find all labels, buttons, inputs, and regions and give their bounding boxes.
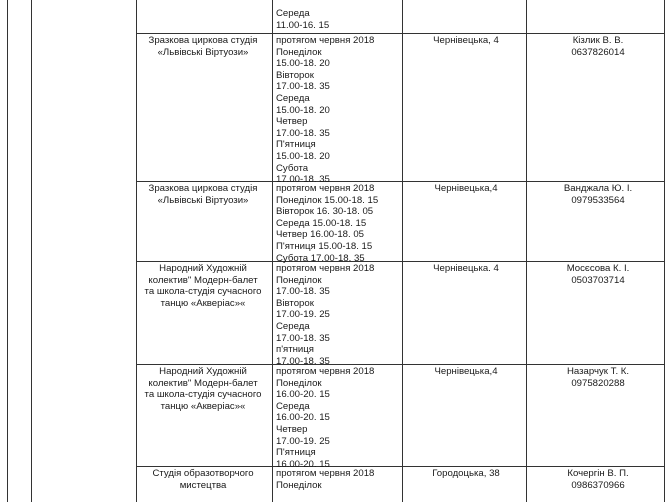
schedule-cell: Середа 11.00-16. 15 [276, 8, 330, 31]
schedule-cell: протягом червня 2018 Понеділок 15.00-18. 15 Вівторок 16. 30-18. 05 Середа 15.00-18. 15 Четвер 16.00-18. 05 П'ятниця 15.00-18. 15 Субота 17.00-18. 35 [276, 183, 379, 264]
contact-cell: Кочергін В. П. 0986370966 [567, 468, 629, 491]
column-divider [526, 0, 527, 502]
contact-cell: Назарчук Т. К. 0975820288 [566, 366, 630, 389]
contact-cell: Мосєсова К. І. 0503703714 [566, 263, 630, 286]
schedule-cell: протягом червня 2018 Понеділок 17.00-18. 35 Вівторок 17.00-19. 25 Середа 17.00-18. 35 п'ятниця 17.00-18. 35 [276, 263, 375, 367]
address-cell: Чернівецька,4 [434, 366, 498, 377]
column-divider [664, 0, 665, 502]
address-cell: Чернівецька. 4 [433, 263, 499, 274]
column-divider [31, 0, 32, 502]
studio-name-cell: Зразкова циркова студія «Львівські Віртуози» [148, 183, 258, 206]
contact-cell: Кізлик В. В. 0637826014 [571, 35, 625, 58]
contact-cell: Ванджала Ю. І. 0979533564 [563, 183, 633, 206]
address-cell: Городоцька, 38 [432, 468, 500, 479]
schedule-cell: протягом червня 2018 Понеділок 15.00-18. 20 Вівторок 17.00-18. 35 Середа 15.00-18. 20 Четвер 17.00-18. 35 П'ятниця 15.00-18. 20 Субота 17.00-18. 35 [276, 35, 375, 186]
address-cell: Чернівецька, 4 [433, 35, 499, 46]
schedule-cell: протягом червня 2018 Понеділок [276, 468, 375, 491]
row-divider [136, 33, 665, 34]
column-divider [272, 0, 273, 502]
column-divider [136, 0, 137, 502]
studio-name-cell: Народний Художній колектив" Модерн-балет та школа-студія сучасного танцю «Акверіас»« [144, 263, 262, 309]
address-cell: Чернівецька,4 [434, 183, 498, 194]
studio-name-cell: Студія образотворчого мистецтва [152, 468, 254, 491]
schedule-cell: протягом червня 2018 Понеділок 16.00-20. 15 Середа 16.00-20. 15 Четвер 17.00-19. 25 П'ятниця 16.00-20. 15 [276, 366, 375, 470]
column-divider [7, 0, 8, 502]
studio-name-cell: Зразкова циркова студія «Львівські Віртуози» [148, 35, 258, 58]
studio-name-cell: Народний Художній колектив" Модерн-балет та школа-студія сучасного танцю «Акверіас»« [144, 366, 262, 412]
